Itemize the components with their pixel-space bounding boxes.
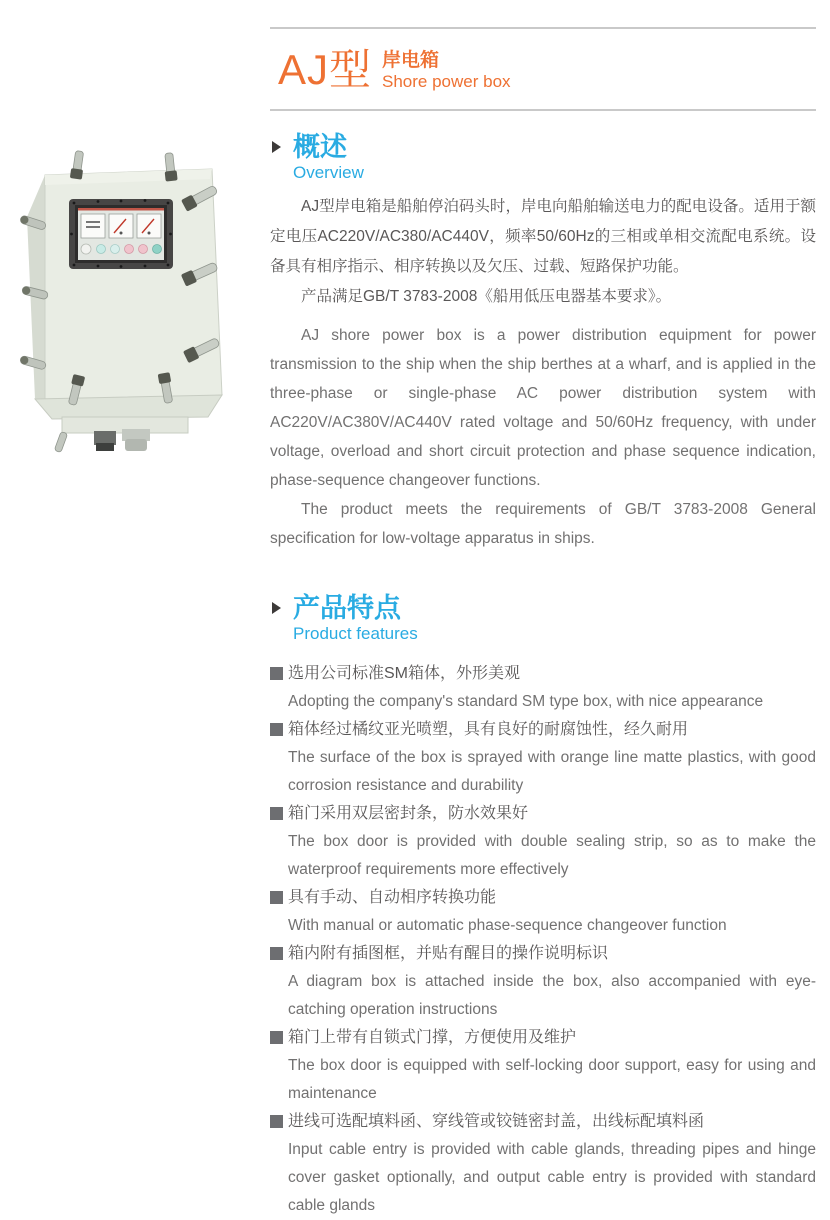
feature-zh-text: 箱体经过橘纹亚光喷塑，具有良好的耐腐蚀性，经久耐用 — [288, 721, 689, 738]
square-bullet-icon — [270, 891, 283, 904]
triangle-marker-icon — [272, 141, 281, 153]
feature-zh-row — [270, 1024, 816, 1052]
feature-zh-row — [270, 800, 816, 828]
title-divider — [270, 109, 816, 111]
indicator-light-pink — [125, 245, 134, 254]
feature-en-text: Input cable entry is provided with cable glands, threading pipes and hinge cover gasket optionally, and output cable entry is provided with standard cable glands — [288, 1141, 816, 1214]
feature-zh-text: 选用公司标准SM箱体，外形美观 — [288, 665, 521, 682]
overview-heading-zh: 概述 — [293, 132, 347, 162]
overview-paragraph-en-1: AJ shore power box is a power distribution equipment for power transmission to the ship when the ship berthes at a wharf, and is applied in the three-phase or single-phase AC power distribution system with AC220V/AC380V/AC440V rated voltage and 50/60Hz frequency, with under voltage, overload and short circuit protection and phase sequence indication, phase-sequence changeover functions. — [270, 327, 816, 489]
subtitle-en: Shore power box — [382, 72, 511, 91]
feature-item — [270, 660, 816, 716]
page-title — [278, 44, 816, 96]
feature-zh-text: 箱门上带有自锁式门撑，方便使用及维护 — [288, 1029, 577, 1046]
feature-item — [270, 1024, 816, 1108]
cable-gland-dark — [94, 431, 116, 451]
overview-chinese-text — [270, 192, 816, 312]
model-name: AJ型 — [278, 46, 373, 93]
feature-en-text: A diagram box is attached inside the box, also accompanied with eye-catching operation instructions — [288, 973, 816, 1018]
overview-section-header — [272, 132, 816, 183]
features-heading-en: Product features — [293, 624, 418, 643]
indicator-light-cyan — [97, 245, 106, 254]
subtitle-zh: 岸电箱 — [382, 50, 440, 71]
indicator-light-cyan-2 — [111, 245, 120, 254]
indicator-light-pink-2 — [139, 245, 148, 254]
title-subtitles — [382, 48, 511, 92]
feature-en-text: With manual or automatic phase-sequence changeover function — [288, 917, 727, 934]
feature-item — [270, 884, 816, 940]
analog-meter-3 — [137, 214, 161, 238]
base-latch-left — [54, 431, 67, 452]
feature-en-text: The box door is equipped with self-locking door support, easy for using and maintenance — [288, 1057, 816, 1102]
window-red-stripe — [78, 208, 164, 211]
features-heading-zh: 产品特点 — [293, 593, 401, 623]
features-section-header — [272, 593, 816, 644]
overview-headings — [293, 132, 364, 183]
overview-heading-en: Overview — [293, 163, 364, 182]
feature-item — [270, 716, 816, 800]
square-bullet-icon — [270, 723, 283, 736]
feature-item — [270, 800, 816, 884]
feature-zh-text: 箱门采用双层密封条，防水效果好 — [288, 805, 529, 822]
features-headings — [293, 593, 418, 644]
feature-zh-row — [270, 1108, 816, 1136]
square-bullet-icon — [270, 1115, 283, 1128]
feature-zh-text: 进线可选配填料函、穿线管或铰链密封盖，出线标配填料函 — [288, 1113, 705, 1130]
feature-en-text: The box door is provided with double sealing strip, so as to make the waterproof requirements more effectively — [288, 833, 816, 878]
feature-en-text: Adopting the company's standard SM type box, with nice appearance — [288, 693, 764, 710]
square-bullet-icon — [270, 947, 283, 960]
square-bullet-icon — [270, 667, 283, 680]
analog-meter-2 — [109, 214, 133, 238]
feature-zh-text: 具有手动、自动相序转换功能 — [288, 889, 497, 906]
cable-gland-light — [122, 429, 150, 451]
box-bottom-skirt — [35, 395, 222, 419]
feature-zh-row — [270, 660, 816, 688]
feature-item — [270, 1108, 816, 1220]
features-list — [270, 660, 816, 1220]
feature-item — [270, 940, 816, 1024]
analog-meter-1 — [81, 214, 105, 238]
top-divider — [270, 27, 816, 29]
feature-en-text: The surface of the box is sprayed with orange line matte plastics, with good corrosion resistance and durability — [288, 749, 816, 794]
product-photo — [6, 145, 258, 465]
overview-paragraph-zh-2: 产品满足GB/T 3783-2008《船用低压电器基本要求》。 — [301, 288, 672, 305]
indicator-light-teal — [153, 245, 162, 254]
content-column — [270, 0, 816, 1220]
square-bullet-icon — [270, 807, 283, 820]
square-bullet-icon — [270, 1031, 283, 1044]
feature-zh-row — [270, 884, 816, 912]
overview-english-text — [270, 321, 816, 553]
triangle-marker-icon — [272, 602, 281, 614]
feature-zh-text: 箱内附有插图框，并贴有醒目的操作说明标识 — [288, 945, 609, 962]
indicator-light-white — [81, 244, 91, 254]
shore-power-box-illustration — [6, 145, 258, 465]
feature-zh-row — [270, 940, 816, 968]
feature-zh-row — [270, 716, 816, 744]
overview-paragraph-zh-1: AJ型岸电箱是船舶停泊码头时，岸电向船舶输送电力的配电设备。适用于额定电压AC220V/AC380/AC440V，频率50/60Hz的三相或单相交流配电系统。设备具有相序指示、相序转换以及欠压、过载、短路保护功能。 — [270, 198, 816, 275]
overview-paragraph-en-2: The product meets the requirements of GB/T 3783-2008 General specification for low-voltage apparatus in ships. — [270, 501, 816, 547]
meter-window — [69, 199, 173, 269]
